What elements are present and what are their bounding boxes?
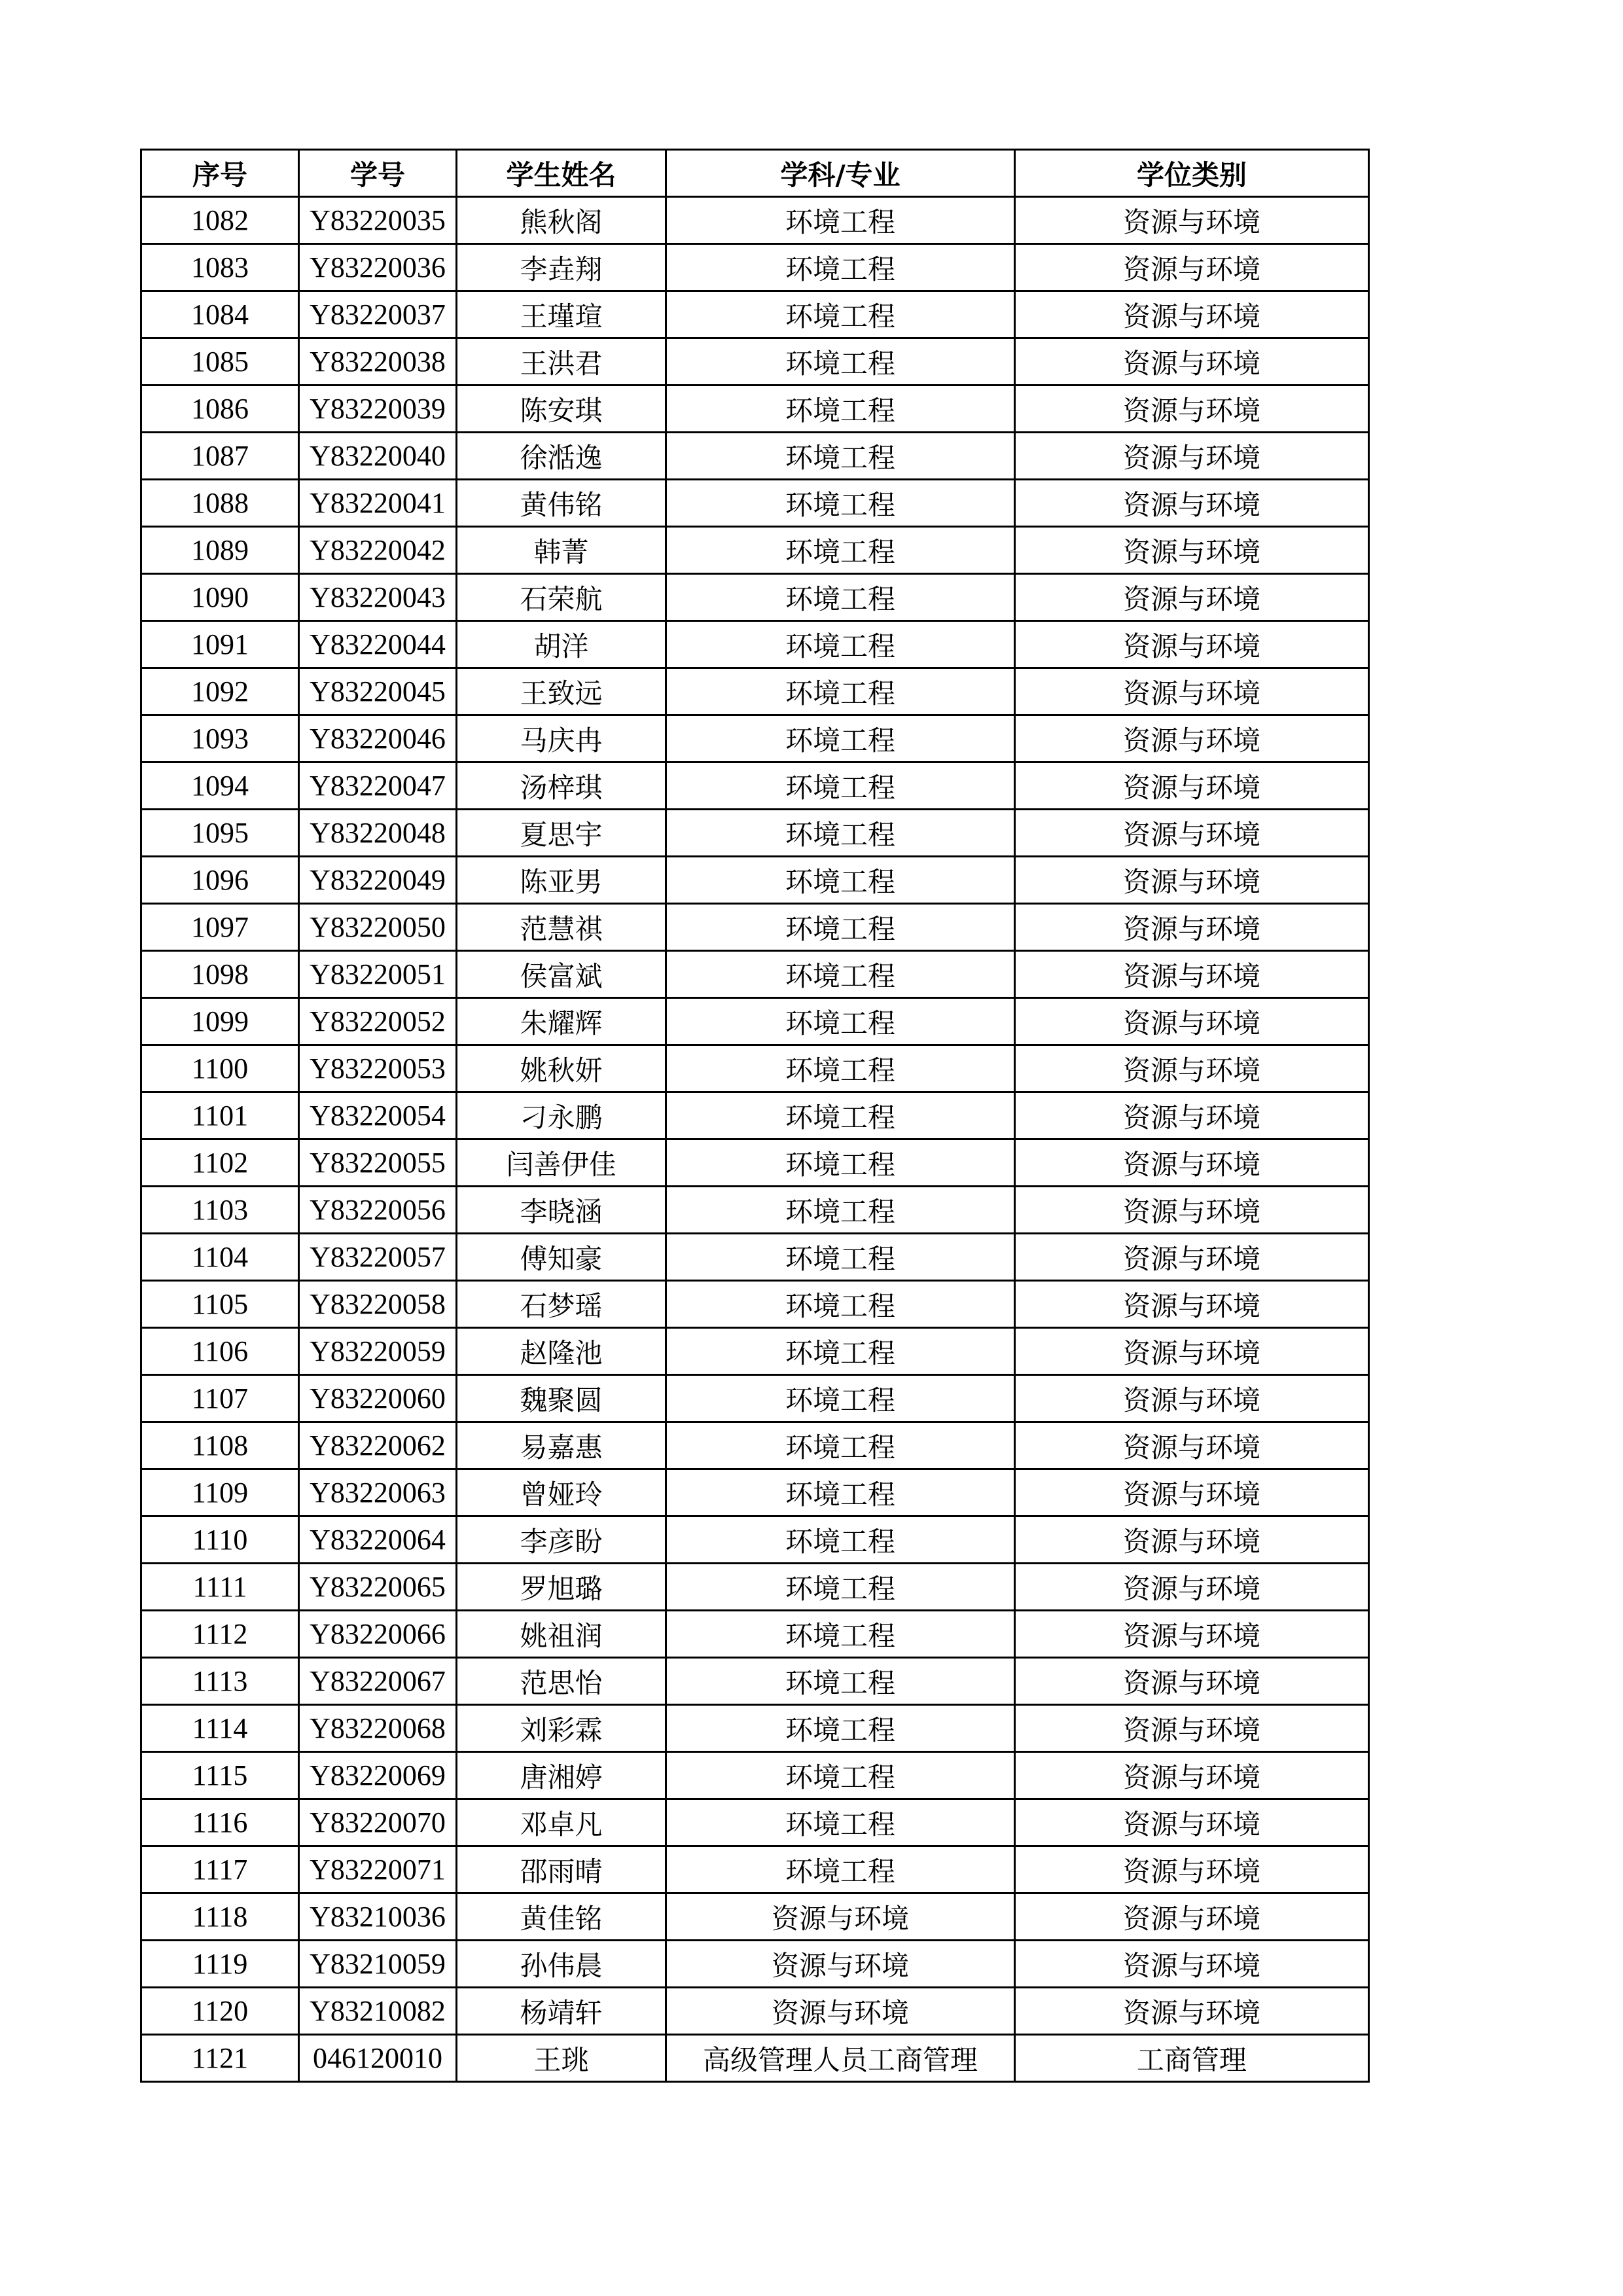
cell-index: 1099 <box>141 998 299 1045</box>
table-row <box>141 291 1369 338</box>
cell-degree-category: 资源与环境 <box>1015 1139 1369 1187</box>
table-row <box>141 1941 1369 1988</box>
header-discipline-major: 学科/专业 <box>666 150 1015 197</box>
cell-degree-category: 资源与环境 <box>1015 621 1369 668</box>
cell-index: 1118 <box>141 1893 299 1941</box>
cell-student-id: Y83220037 <box>299 291 457 338</box>
cell-discipline-major: 环境工程 <box>666 1187 1015 1234</box>
cell-student-name: 范思怡 <box>457 1658 666 1705</box>
table-row <box>141 2035 1369 2082</box>
cell-discipline-major: 环境工程 <box>666 1139 1015 1187</box>
table-row <box>141 244 1369 291</box>
cell-index: 1093 <box>141 715 299 762</box>
cell-student-name: 马庆冉 <box>457 715 666 762</box>
cell-discipline-major: 环境工程 <box>666 197 1015 244</box>
cell-student-id: Y83210059 <box>299 1941 457 1988</box>
cell-degree-category: 资源与环境 <box>1015 386 1369 433</box>
cell-degree-category: 资源与环境 <box>1015 715 1369 762</box>
cell-discipline-major: 环境工程 <box>666 1705 1015 1752</box>
table-row <box>141 1187 1369 1234</box>
cell-index: 1083 <box>141 244 299 291</box>
cell-index: 1113 <box>141 1658 299 1705</box>
table-row <box>141 762 1369 810</box>
cell-student-id: Y83220059 <box>299 1328 457 1375</box>
cell-degree-category: 资源与环境 <box>1015 291 1369 338</box>
table-row <box>141 1658 1369 1705</box>
cell-student-name: 杨靖轩 <box>457 1988 666 2035</box>
cell-discipline-major: 环境工程 <box>666 1516 1015 1564</box>
table-row <box>141 527 1369 574</box>
cell-student-name: 陈安琪 <box>457 386 666 433</box>
cell-degree-category: 资源与环境 <box>1015 1234 1369 1281</box>
cell-degree-category: 资源与环境 <box>1015 197 1369 244</box>
table-row <box>141 1422 1369 1469</box>
cell-index: 1092 <box>141 668 299 715</box>
table-row <box>141 1988 1369 2035</box>
cell-index: 1087 <box>141 433 299 480</box>
cell-student-id: Y83220063 <box>299 1469 457 1516</box>
cell-student-name: 陈亚男 <box>457 857 666 904</box>
cell-index: 1109 <box>141 1469 299 1516</box>
cell-student-id: Y83220062 <box>299 1422 457 1469</box>
cell-student-id: Y83220071 <box>299 1846 457 1893</box>
cell-student-name: 邓卓凡 <box>457 1799 666 1846</box>
cell-discipline-major: 环境工程 <box>666 810 1015 857</box>
cell-discipline-major: 环境工程 <box>666 998 1015 1045</box>
cell-student-name: 姚祖润 <box>457 1611 666 1658</box>
cell-index: 1086 <box>141 386 299 433</box>
cell-degree-category: 资源与环境 <box>1015 668 1369 715</box>
cell-discipline-major: 环境工程 <box>666 291 1015 338</box>
header-row <box>141 150 1369 197</box>
cell-discipline-major: 环境工程 <box>666 480 1015 527</box>
cell-student-name: 唐湘婷 <box>457 1752 666 1799</box>
cell-student-name: 侯富斌 <box>457 951 666 998</box>
header-student-id: 学号 <box>299 150 457 197</box>
table-row <box>141 1139 1369 1187</box>
cell-index: 1120 <box>141 1988 299 2035</box>
cell-degree-category: 资源与环境 <box>1015 1988 1369 2035</box>
cell-index: 1106 <box>141 1328 299 1375</box>
cell-degree-category: 资源与环境 <box>1015 338 1369 386</box>
cell-discipline-major: 环境工程 <box>666 1422 1015 1469</box>
cell-student-id: Y83220070 <box>299 1799 457 1846</box>
cell-student-id: Y83220046 <box>299 715 457 762</box>
cell-student-id: Y83220047 <box>299 762 457 810</box>
cell-index: 1117 <box>141 1846 299 1893</box>
cell-discipline-major: 环境工程 <box>666 338 1015 386</box>
cell-discipline-major: 环境工程 <box>666 1375 1015 1422</box>
table-header <box>141 150 1369 197</box>
cell-degree-category: 资源与环境 <box>1015 1941 1369 1988</box>
cell-degree-category: 资源与环境 <box>1015 1516 1369 1564</box>
cell-discipline-major: 资源与环境 <box>666 1988 1015 2035</box>
cell-student-id: Y83220041 <box>299 480 457 527</box>
cell-degree-category: 资源与环境 <box>1015 1799 1369 1846</box>
table-body <box>141 197 1369 2082</box>
cell-degree-category: 资源与环境 <box>1015 1658 1369 1705</box>
cell-student-id: Y83210082 <box>299 1988 457 2035</box>
cell-index: 1094 <box>141 762 299 810</box>
cell-index: 1102 <box>141 1139 299 1187</box>
table-row <box>141 715 1369 762</box>
cell-discipline-major: 高级管理人员工商管理 <box>666 2035 1015 2082</box>
cell-student-id: Y83210036 <box>299 1893 457 1941</box>
cell-discipline-major: 环境工程 <box>666 1328 1015 1375</box>
cell-discipline-major: 环境工程 <box>666 1092 1015 1139</box>
cell-index: 1085 <box>141 338 299 386</box>
cell-index: 1103 <box>141 1187 299 1234</box>
table-row <box>141 433 1369 480</box>
cell-student-name: 邵雨晴 <box>457 1846 666 1893</box>
table-row <box>141 904 1369 951</box>
cell-degree-category: 资源与环境 <box>1015 904 1369 951</box>
cell-student-id: Y83220069 <box>299 1752 457 1799</box>
cell-degree-category: 资源与环境 <box>1015 810 1369 857</box>
cell-student-name: 孙伟晨 <box>457 1941 666 1988</box>
student-roster-table <box>140 149 1370 2083</box>
table-row <box>141 386 1369 433</box>
cell-student-name: 夏思宇 <box>457 810 666 857</box>
cell-student-id: Y83220066 <box>299 1611 457 1658</box>
table-row <box>141 1234 1369 1281</box>
cell-student-id: Y83220054 <box>299 1092 457 1139</box>
cell-degree-category: 工商管理 <box>1015 2035 1369 2082</box>
cell-index: 1119 <box>141 1941 299 1988</box>
cell-index: 1114 <box>141 1705 299 1752</box>
cell-degree-category: 资源与环境 <box>1015 1564 1369 1611</box>
cell-student-name: 朱耀辉 <box>457 998 666 1045</box>
table-row <box>141 197 1369 244</box>
cell-student-name: 易嘉惠 <box>457 1422 666 1469</box>
cell-degree-category: 资源与环境 <box>1015 480 1369 527</box>
cell-index: 1084 <box>141 291 299 338</box>
cell-student-name: 黄伟铭 <box>457 480 666 527</box>
cell-degree-category: 资源与环境 <box>1015 857 1369 904</box>
cell-student-id: Y83220058 <box>299 1281 457 1328</box>
cell-index: 1121 <box>141 2035 299 2082</box>
header-index: 序号 <box>141 150 299 197</box>
cell-index: 1115 <box>141 1752 299 1799</box>
cell-degree-category: 资源与环境 <box>1015 1281 1369 1328</box>
cell-student-name: 汤梓琪 <box>457 762 666 810</box>
cell-index: 1096 <box>141 857 299 904</box>
cell-degree-category: 资源与环境 <box>1015 998 1369 1045</box>
cell-index: 1101 <box>141 1092 299 1139</box>
cell-index: 1116 <box>141 1799 299 1846</box>
table-row <box>141 621 1369 668</box>
cell-student-id: Y83220036 <box>299 244 457 291</box>
cell-student-name: 李晓涵 <box>457 1187 666 1234</box>
cell-student-name: 闫善伊佳 <box>457 1139 666 1187</box>
table-row <box>141 951 1369 998</box>
table-row <box>141 1516 1369 1564</box>
table-row <box>141 668 1369 715</box>
table-row <box>141 1328 1369 1375</box>
cell-student-id: Y83220050 <box>299 904 457 951</box>
cell-index: 1090 <box>141 574 299 621</box>
cell-student-name: 黄佳铭 <box>457 1893 666 1941</box>
cell-degree-category: 资源与环境 <box>1015 433 1369 480</box>
cell-degree-category: 资源与环境 <box>1015 1328 1369 1375</box>
cell-index: 1111 <box>141 1564 299 1611</box>
cell-student-name: 石荣航 <box>457 574 666 621</box>
cell-discipline-major: 环境工程 <box>666 668 1015 715</box>
cell-discipline-major: 资源与环境 <box>666 1893 1015 1941</box>
cell-index: 1082 <box>141 197 299 244</box>
table-row <box>141 1045 1369 1092</box>
cell-student-name: 李彦盼 <box>457 1516 666 1564</box>
cell-index: 1104 <box>141 1234 299 1281</box>
cell-student-id: Y83220060 <box>299 1375 457 1422</box>
cell-student-name: 魏聚圆 <box>457 1375 666 1422</box>
cell-student-name: 刘彩霖 <box>457 1705 666 1752</box>
table-row <box>141 1846 1369 1893</box>
table-row <box>141 1469 1369 1516</box>
cell-degree-category: 资源与环境 <box>1015 1846 1369 1893</box>
cell-student-id: Y83220038 <box>299 338 457 386</box>
cell-index: 1095 <box>141 810 299 857</box>
header-degree-category: 学位类别 <box>1015 150 1369 197</box>
table-row <box>141 857 1369 904</box>
table-row <box>141 810 1369 857</box>
cell-degree-category: 资源与环境 <box>1015 1752 1369 1799</box>
table-row <box>141 1893 1369 1941</box>
cell-discipline-major: 环境工程 <box>666 1658 1015 1705</box>
cell-degree-category: 资源与环境 <box>1015 1611 1369 1658</box>
cell-student-id: Y83220045 <box>299 668 457 715</box>
cell-student-name: 姚秋妍 <box>457 1045 666 1092</box>
cell-index: 1089 <box>141 527 299 574</box>
table-row <box>141 1705 1369 1752</box>
cell-student-name: 傅知豪 <box>457 1234 666 1281</box>
cell-index: 1088 <box>141 480 299 527</box>
cell-student-id: Y83220043 <box>299 574 457 621</box>
cell-degree-category: 资源与环境 <box>1015 1375 1369 1422</box>
table-row <box>141 480 1369 527</box>
cell-discipline-major: 环境工程 <box>666 244 1015 291</box>
cell-degree-category: 资源与环境 <box>1015 527 1369 574</box>
cell-student-id: Y83220042 <box>299 527 457 574</box>
table-row <box>141 1375 1369 1422</box>
table-row <box>141 338 1369 386</box>
cell-student-name: 罗旭璐 <box>457 1564 666 1611</box>
cell-student-id: Y83220039 <box>299 386 457 433</box>
cell-student-id: Y83220052 <box>299 998 457 1045</box>
table-row <box>141 998 1369 1045</box>
cell-discipline-major: 环境工程 <box>666 1045 1015 1092</box>
cell-student-name: 李垚翔 <box>457 244 666 291</box>
table-row <box>141 1611 1369 1658</box>
cell-student-name: 曾娅玲 <box>457 1469 666 1516</box>
cell-index: 1091 <box>141 621 299 668</box>
cell-student-id: Y83220051 <box>299 951 457 998</box>
cell-index: 1097 <box>141 904 299 951</box>
cell-degree-category: 资源与环境 <box>1015 1045 1369 1092</box>
cell-student-id: Y83220048 <box>299 810 457 857</box>
cell-discipline-major: 环境工程 <box>666 386 1015 433</box>
cell-degree-category: 资源与环境 <box>1015 1705 1369 1752</box>
cell-student-name: 王洪君 <box>457 338 666 386</box>
cell-student-id: Y83220065 <box>299 1564 457 1611</box>
cell-discipline-major: 环境工程 <box>666 904 1015 951</box>
cell-student-id: Y83220035 <box>299 197 457 244</box>
cell-student-name: 徐湉逸 <box>457 433 666 480</box>
table-row <box>141 1752 1369 1799</box>
cell-student-id: Y83220064 <box>299 1516 457 1564</box>
cell-discipline-major: 环境工程 <box>666 1281 1015 1328</box>
cell-discipline-major: 环境工程 <box>666 762 1015 810</box>
cell-degree-category: 资源与环境 <box>1015 1187 1369 1234</box>
cell-student-name: 王瑾瑄 <box>457 291 666 338</box>
cell-discipline-major: 环境工程 <box>666 1846 1015 1893</box>
table-row <box>141 1092 1369 1139</box>
cell-discipline-major: 环境工程 <box>666 857 1015 904</box>
cell-discipline-major: 资源与环境 <box>666 1941 1015 1988</box>
cell-discipline-major: 环境工程 <box>666 621 1015 668</box>
cell-degree-category: 资源与环境 <box>1015 574 1369 621</box>
cell-degree-category: 资源与环境 <box>1015 1092 1369 1139</box>
cell-student-id: Y83220049 <box>299 857 457 904</box>
cell-student-id: 046120010 <box>299 2035 457 2082</box>
cell-discipline-major: 环境工程 <box>666 715 1015 762</box>
cell-student-id: Y83220057 <box>299 1234 457 1281</box>
cell-index: 1107 <box>141 1375 299 1422</box>
cell-discipline-major: 环境工程 <box>666 1469 1015 1516</box>
cell-degree-category: 资源与环境 <box>1015 1893 1369 1941</box>
cell-degree-category: 资源与环境 <box>1015 244 1369 291</box>
cell-degree-category: 资源与环境 <box>1015 1469 1369 1516</box>
cell-index: 1110 <box>141 1516 299 1564</box>
cell-discipline-major: 环境工程 <box>666 574 1015 621</box>
cell-discipline-major: 环境工程 <box>666 1799 1015 1846</box>
cell-student-id: Y83220067 <box>299 1658 457 1705</box>
cell-student-id: Y83220053 <box>299 1045 457 1092</box>
cell-student-name: 王珧 <box>457 2035 666 2082</box>
cell-student-name: 胡洋 <box>457 621 666 668</box>
cell-discipline-major: 环境工程 <box>666 1564 1015 1611</box>
cell-degree-category: 资源与环境 <box>1015 762 1369 810</box>
cell-student-id: Y83220056 <box>299 1187 457 1234</box>
cell-degree-category: 资源与环境 <box>1015 1422 1369 1469</box>
cell-student-id: Y83220068 <box>299 1705 457 1752</box>
cell-discipline-major: 环境工程 <box>666 951 1015 998</box>
cell-student-name: 韩菁 <box>457 527 666 574</box>
cell-discipline-major: 环境工程 <box>666 433 1015 480</box>
table-row <box>141 1281 1369 1328</box>
cell-discipline-major: 环境工程 <box>666 527 1015 574</box>
cell-student-id: Y83220044 <box>299 621 457 668</box>
cell-student-id: Y83220040 <box>299 433 457 480</box>
cell-index: 1100 <box>141 1045 299 1092</box>
cell-index: 1112 <box>141 1611 299 1658</box>
cell-degree-category: 资源与环境 <box>1015 951 1369 998</box>
cell-discipline-major: 环境工程 <box>666 1234 1015 1281</box>
cell-student-name: 范慧祺 <box>457 904 666 951</box>
cell-student-name: 熊秋阁 <box>457 197 666 244</box>
header-student-name: 学生姓名 <box>457 150 666 197</box>
cell-index: 1098 <box>141 951 299 998</box>
cell-student-name: 赵隆池 <box>457 1328 666 1375</box>
cell-student-name: 石梦瑶 <box>457 1281 666 1328</box>
cell-index: 1108 <box>141 1422 299 1469</box>
table-row <box>141 574 1369 621</box>
cell-student-name: 刁永鹏 <box>457 1092 666 1139</box>
cell-index: 1105 <box>141 1281 299 1328</box>
table-row <box>141 1564 1369 1611</box>
cell-student-id: Y83220055 <box>299 1139 457 1187</box>
cell-discipline-major: 环境工程 <box>666 1611 1015 1658</box>
cell-student-name: 王致远 <box>457 668 666 715</box>
table-row <box>141 1799 1369 1846</box>
cell-discipline-major: 环境工程 <box>666 1752 1015 1799</box>
